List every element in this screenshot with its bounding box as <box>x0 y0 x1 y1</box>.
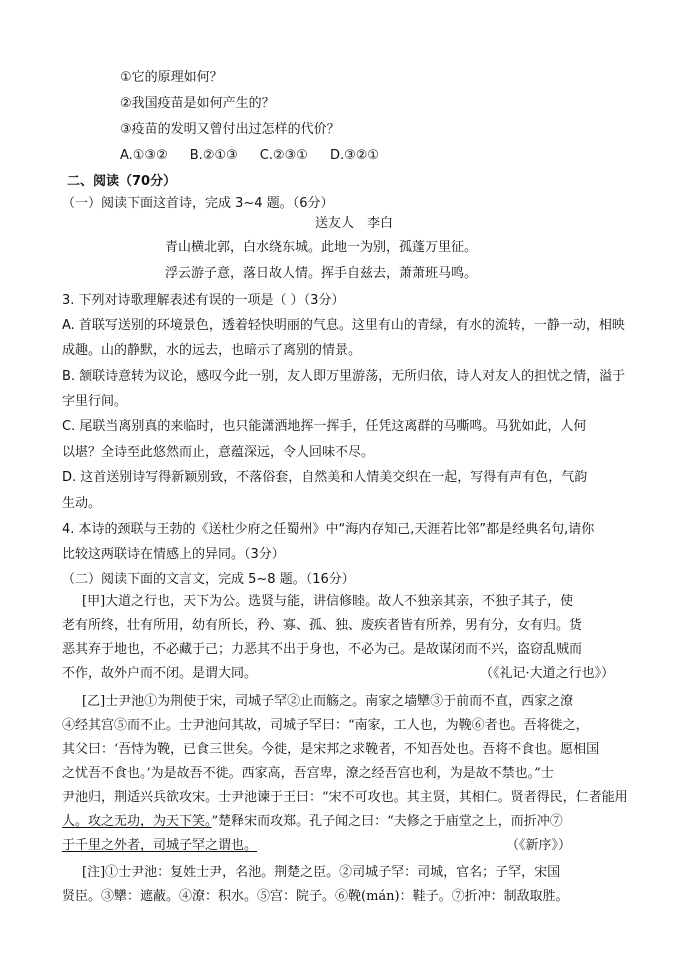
passage-yi-line-4: 之忧吾不食也。’为是故吾不徙。西家高，吾宫卑，潦之经吾宫也利，为是故不禁也。”士 <box>62 766 554 781</box>
option-a: A.①③② <box>120 148 168 163</box>
passage-jia-line-1: [甲]大道之行也，天下为公。选贤与能，讲信修睦。故人不独亲其亲，不独子其子，使 <box>82 594 574 609</box>
q3-option-a-line1: A. 首联写送别的环境景色，透着轻快明丽的气息。这里有山的青绿，有水的流转，一静一动，相映 <box>62 318 625 333</box>
poem-line-1: 青山横北郭，白水绕东城。此地一为别，孤蓬万里征。 <box>165 240 478 255</box>
q3-option-b-line2: 字里行间。 <box>62 394 128 409</box>
part2-intro: （二）阅读下面的文言文，完成 5~8 题。（16分） <box>62 572 355 587</box>
q3-stem: 3. 下列对诗歌理解表述有误的一项是（ ）（3分） <box>62 293 345 308</box>
notes-line-2: 贤臣。③犫：遮蔽。④潦：积水。⑤宫：院子。⑥鞔(mán)：鞋子。⑦折冲：制敌取胜。 <box>62 889 569 904</box>
poem-line-2: 浮云游子意，落日故人情。挥手自兹去，萧萧班马鸣。 <box>165 266 478 281</box>
passage-yi-line-5: 尹池归，荆适兴兵欲攻宋。士尹池谏于王曰：“宋不可攻也。其主贤，其相仁。贤者得民，仁者能用 <box>62 790 628 805</box>
q3-option-c-line1: C. 尾联当离别真的来临时，也只能潇洒地挥一挥手，任凭这离群的马嘶鸣。马犹如此，人何 <box>62 419 587 434</box>
passage-jia-source: （《礼记·大道之行也》） <box>480 666 615 681</box>
q3-option-a-line2: 成趣。山的静默，水的远去，也暗示了离别的情景。 <box>62 343 362 358</box>
passage-yi-line-2: ④经其宫⑤而不止。士尹池问其故，司城子罕曰：“南家，工人也，为鞔⑥者也。吾将徙之， <box>62 718 589 733</box>
question-item-2: ②我国疫苗是如何产生的？ <box>120 96 275 111</box>
passage-yi-source: （《新序》） <box>506 838 572 853</box>
q3-option-b-line1: B. 颔联诗意转为议论，感叹今此一别，友人即万里游荡，无所归依，诗人对友人的担忧之情，溢于 <box>62 369 626 384</box>
option-b: B.②①③ <box>189 148 238 163</box>
notes-line-1: [注]①士尹池：复姓士尹，名池。荆楚之臣。②司城子罕：司城，官名；子罕，宋国 <box>82 865 561 880</box>
passage-jia-line-4: 不作，故外户而不闭。是谓大同。 <box>62 666 258 681</box>
option-c: C.②③① <box>259 148 308 163</box>
passage-yi-line-3: 其父曰：‘吾恃为鞔，已食三世矣。今徙，是宋邦之求鞔者，不知吾处也。吾将不食也。愿相国 <box>62 742 600 757</box>
section-heading: 二、阅读（70分） <box>67 174 177 189</box>
question-item-3: ③疫苗的发明又曾付出过怎样的代价？ <box>120 122 340 137</box>
passage-yi-line-6 <box>62 814 563 830</box>
underlined-sentence-1: 人。攻之无功，为天下笑。 <box>62 814 212 829</box>
q3-option-c-line2: 以堪？全诗至此悠然而止，意蕴深远，令人回味不尽。 <box>62 445 375 460</box>
question-item-1: ①它的原理如何？ <box>120 70 223 85</box>
q4-line-1: 4. 本诗的颈联与王勃的《送杜少府之任蜀州》中“海内存知己,天涯若比邻”都是经典名句,请你 <box>62 522 595 537</box>
answer-options <box>120 148 401 164</box>
passage-jia-line-2: 老有所终，壮有所用，幼有所长，矜、寡、孤、独、废疾者皆有所养，男有分，女有归。货 <box>62 618 583 633</box>
poem-title: 送友人 李白 <box>315 216 394 231</box>
q3-option-d-line2: 生动。 <box>62 496 102 511</box>
option-d: D.③②① <box>329 148 380 163</box>
part1-intro: （一）阅读下面这首诗，完成 3~4 题。（6分） <box>62 196 334 211</box>
passage-jia-line-3: 恶其弃于地也，不必藏于己；力恶其不出于身也，不必为己。是故谋闭而不兴，盗窃乱贼而 <box>62 642 583 657</box>
passage-yi-line-1: [乙]士尹池①为荆使于宋，司城子罕②止而觞之。南家之墙犫③于前而不直，西家之潦 <box>82 694 574 709</box>
q3-option-d-line1: D. 这首送别诗写得新颖别致，不落俗套，自然美和人情美交织在一起，写得有声有色，气韵 <box>62 470 588 485</box>
underlined-sentence-2: 于千里之外者，司城子罕之谓也。 <box>62 838 258 853</box>
passage-yi-line-6-rest: ”楚释宋而攻郑。孔子闻之曰：“夫修之于庙堂之上，而折冲⑦ <box>211 814 563 829</box>
q4-line-2: 比较这两联诗在情感上的异同。（3分） <box>62 547 285 562</box>
passage-yi-line-7 <box>62 838 257 854</box>
